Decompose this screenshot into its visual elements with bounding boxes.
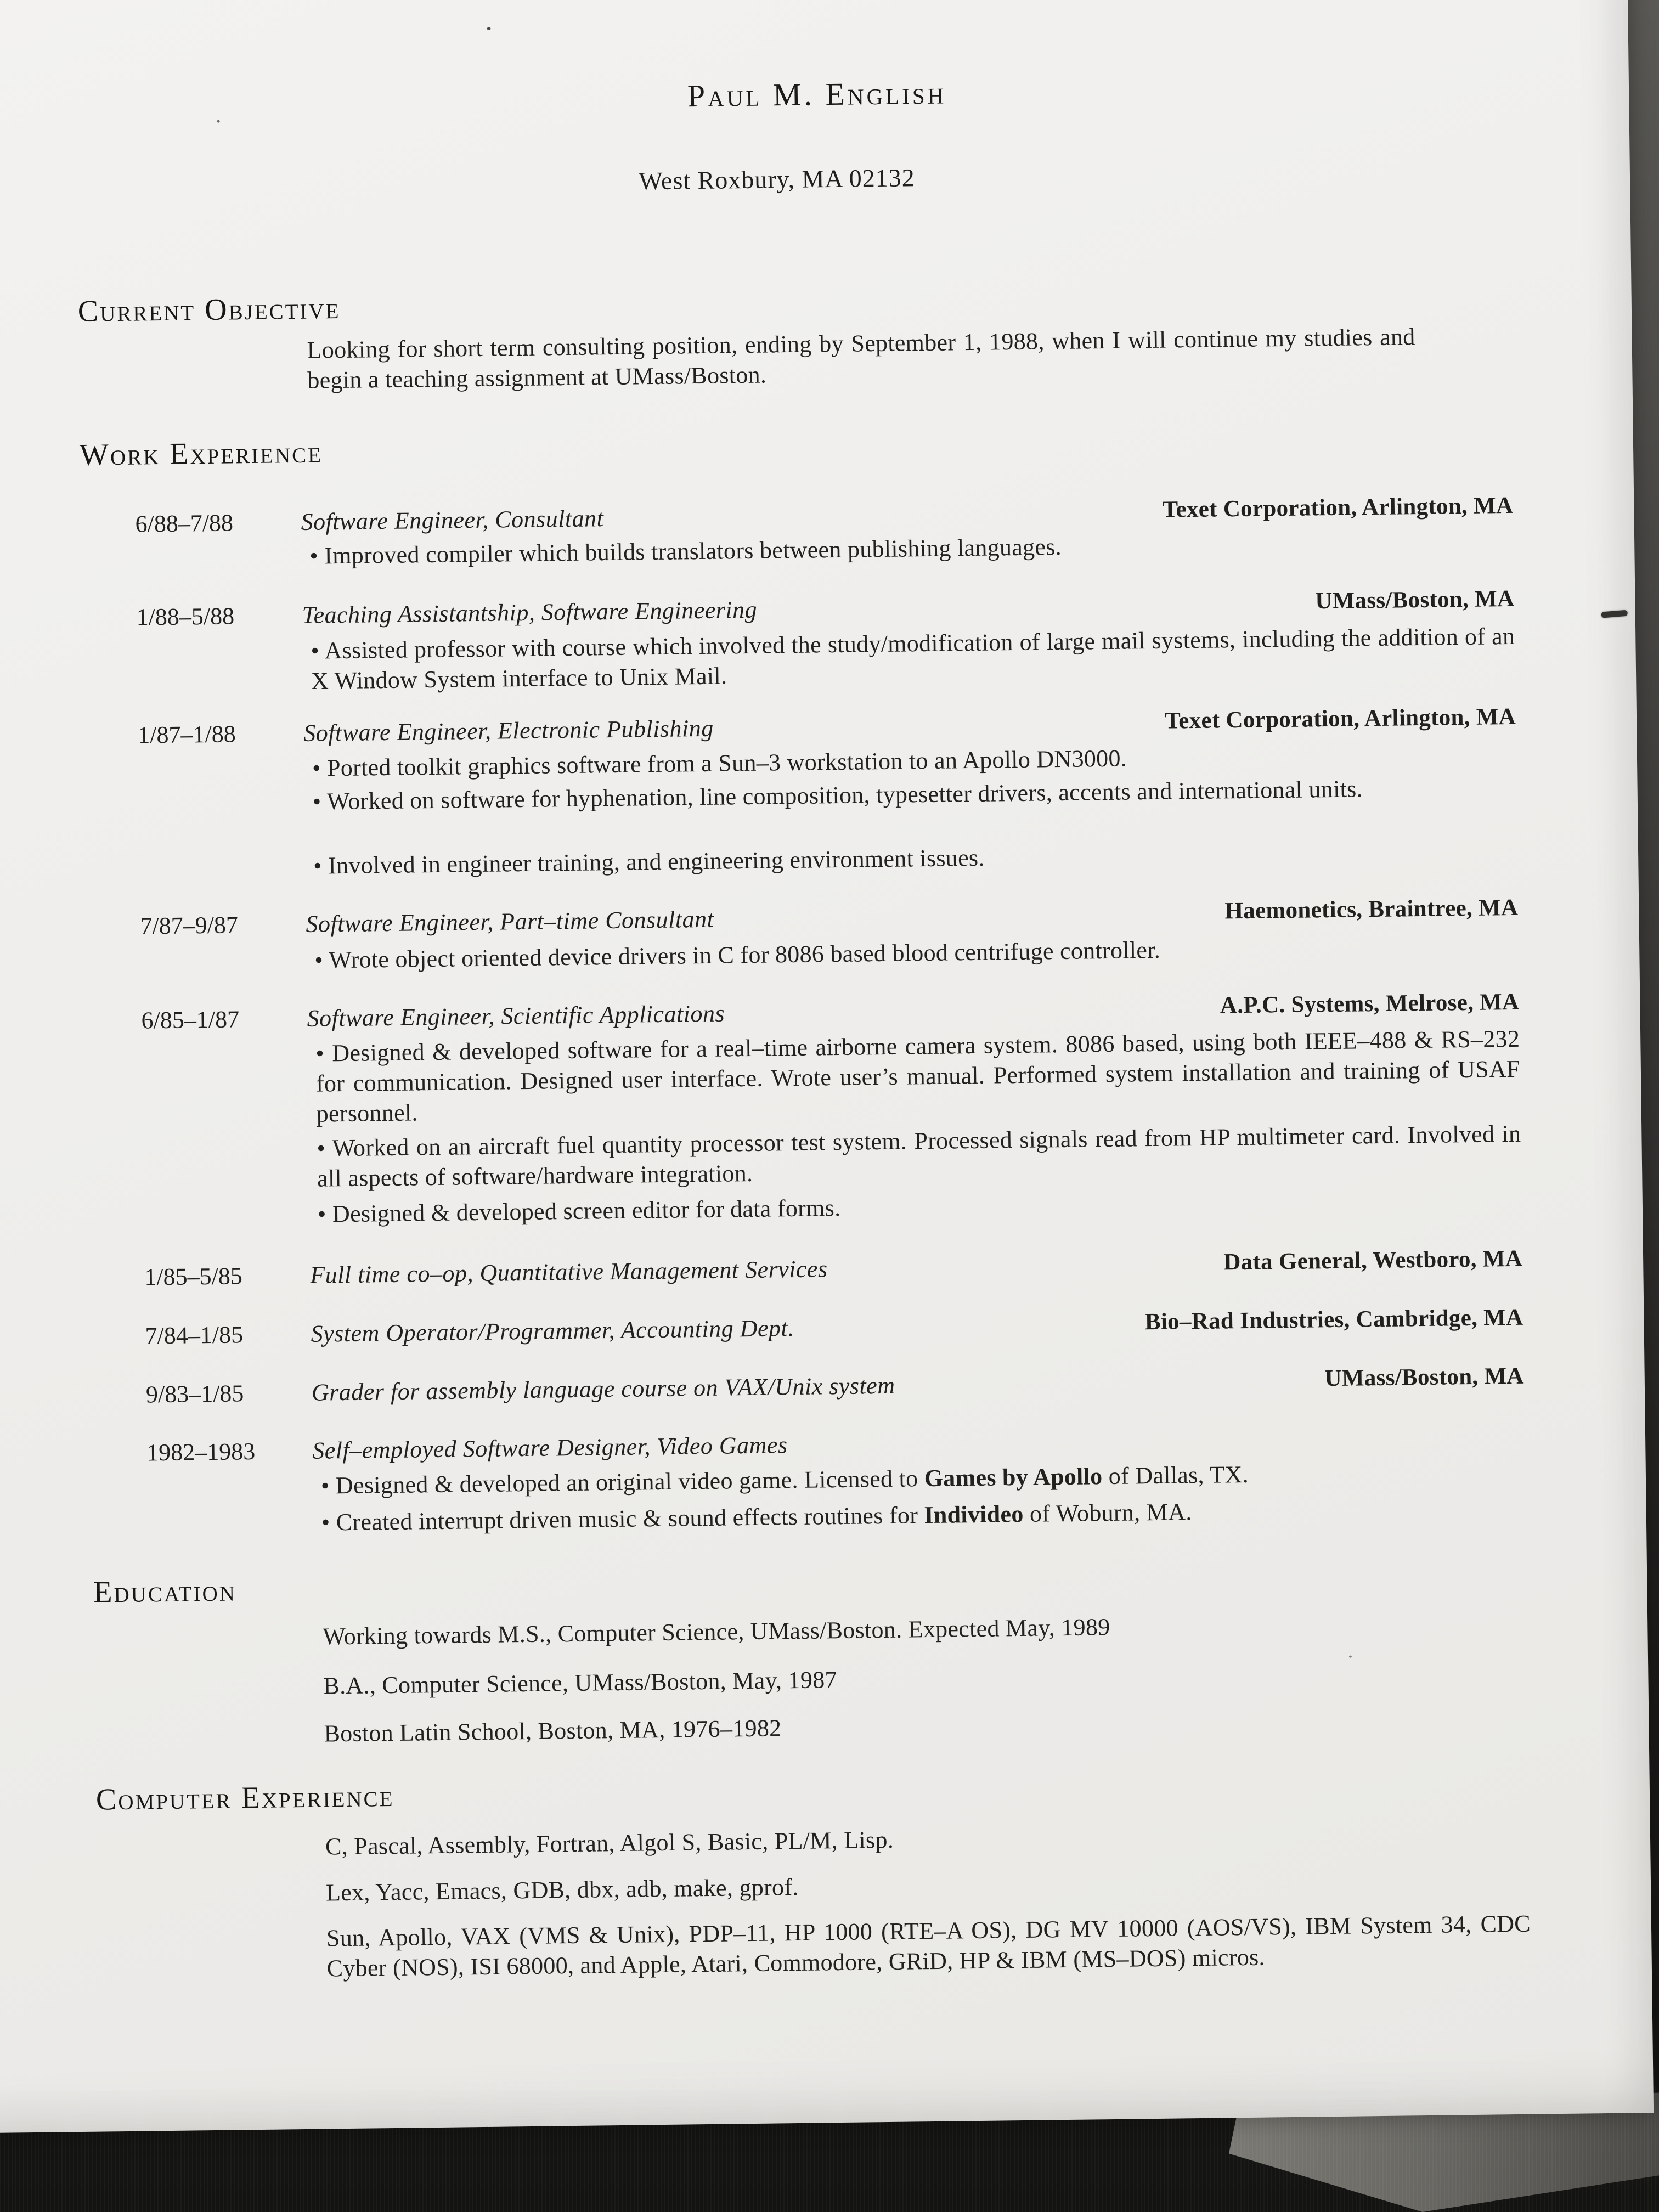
education-item: Working towards M.S., Computer Science, UMass/Boston. Expected May, 1989 (323, 1613, 1110, 1650)
work-dates: 6/85–1/87 (141, 1006, 240, 1034)
work-entry (146, 1364, 1525, 1414)
work-dates: 9/83–1/85 (145, 1380, 244, 1408)
work-dates: 1/87–1/88 (137, 720, 236, 749)
work-company: UMass/Boston, MA (1315, 585, 1515, 614)
work-company: Texet Corporation, Arlington, MA (1162, 492, 1514, 523)
work-bullet: • Designed & developed screen editor for data forms. (317, 1194, 841, 1228)
bullet-text-segment: • Designed & developed an original video game. Licensed to (320, 1465, 924, 1499)
address: West Roxbury, MA 02132 (638, 163, 915, 195)
work-company: Haemonetics, Braintree, MA (1224, 894, 1519, 924)
work-dates: 1/88–5/88 (136, 602, 235, 631)
paper-speck (487, 27, 491, 30)
work-title: Teaching Assistantship, Software Engineering (302, 596, 758, 629)
work-bullet: • Involved in engineer training, and engineering environment issues. (313, 844, 985, 879)
work-title: Software Engineer, Scientific Applications (307, 1000, 725, 1032)
computer-item: Lex, Yacc, Emacs, GDB, dbx, adb, make, gprof. (325, 1873, 799, 1906)
work-company: Bio–Rad Industries, Cambridge, MA (1144, 1304, 1523, 1335)
work-bullet (321, 1493, 1526, 1538)
bullet-text-segment: of Dallas, TX. (1102, 1460, 1249, 1490)
computer-item: C, Pascal, Assembly, Fortran, Algol S, Basic, PL/M, Lisp. (325, 1826, 894, 1860)
paper-speck (217, 120, 220, 123)
work-title: Grader for assembly language course on VAX/Unix system (311, 1372, 895, 1406)
bullet-bold-segment: Games by Apollo (924, 1463, 1103, 1492)
education-item: Boston Latin School, Boston, MA, 1976–1982 (324, 1714, 782, 1747)
section-heading-work: Work Experience (79, 435, 323, 472)
work-dates: 1982–1983 (146, 1438, 256, 1466)
section-heading-objective: Current Objective (77, 291, 341, 329)
work-company: UMass/Boston, MA (1324, 1363, 1525, 1392)
work-company: Data General, Westboro, MA (1223, 1245, 1523, 1276)
work-company: A.P.C. Systems, Melrose, MA (1220, 989, 1520, 1019)
objective-text: Looking for short term consulting position, ending by September 1, 1988, when I will continue my studies and begin a teaching assignment at UMass/Boston. (307, 323, 1415, 394)
work-dates: 7/84–1/85 (145, 1321, 244, 1350)
work-dates: 6/88–7/88 (135, 509, 234, 538)
work-entry (145, 1305, 1523, 1355)
work-title: Software Engineer, Part–time Consultant (306, 905, 714, 938)
education-item: B.A., Computer Science, UMass/Boston, May, 1987 (323, 1666, 838, 1700)
bullet-bold-segment: Individeo (924, 1500, 1024, 1529)
work-title: Software Engineer, Consultant (301, 505, 604, 535)
pen-mark (1601, 610, 1628, 618)
person-name: Paul M. English (687, 75, 947, 114)
work-bullet: • Wrote object oriented device drivers in C for 8086 based blood centrifuge controller. (314, 936, 1161, 974)
work-title: Full time co–op, Quantitative Management Services (310, 1255, 828, 1289)
work-bullet: • Improved compiler which builds translators between publishing languages. (309, 533, 1062, 569)
bullet-text-segment: of Woburn, MA. (1023, 1498, 1192, 1527)
work-company: Texet Corporation, Arlington, MA (1164, 703, 1516, 734)
work-title: System Operator/Programmer, Accounting Dept. (311, 1314, 794, 1347)
work-bullet: • Worked on software for hyphenation, line composition, typesetter drivers, accents and international units. (312, 775, 1363, 815)
work-dates: 7/87–9/87 (140, 911, 239, 940)
section-heading-education: Education (93, 1573, 237, 1610)
work-title: Self–employed Software Designer, Video Games (312, 1431, 788, 1464)
work-title: Software Engineer, Electronic Publishing (303, 714, 714, 747)
section-heading-computer: Computer Experience (95, 1779, 394, 1817)
work-dates: 1/85–5/85 (144, 1262, 243, 1291)
work-entry (144, 1246, 1523, 1296)
computer-item: Sun, Apollo, VAX (VMS & Unix), PDP–11, HP 1000 (RTE–A OS), DG MV 10000 (AOS/VS), IBM System 34, CDC Cyber (NOS), ISI 68000, and Apple, Atari, Commodore, GRiD, HP & IBM (MS–DOS) micros. (326, 1910, 1531, 1982)
work-bullet: • Worked on an aircraft fuel quantity processor test system. Processed signals read from HP multimeter card. Involved in all aspects of software/hardware integration. (317, 1120, 1521, 1192)
bullet-text-segment: • Created interrupt driven music & sound effects routines for (321, 1502, 924, 1536)
work-bullet: • Assisted professor with course which involved the study/modification of large mail systems, including the addition of an X Window System interface to Unix Mail. (311, 622, 1515, 695)
paper-speck (1349, 1656, 1352, 1658)
work-bullet: • Designed & developed software for a real–time airborne camera system. 8086 based, using both IEEE–488 & RS–232 for communication. Designed user interface. Wrote user’s manual. Performed system installation and training of USAF personnel. (315, 1025, 1521, 1127)
work-bullet: • Ported toolkit graphics software from a Sun–3 workstation to an Apollo DN3000. (312, 744, 1127, 782)
